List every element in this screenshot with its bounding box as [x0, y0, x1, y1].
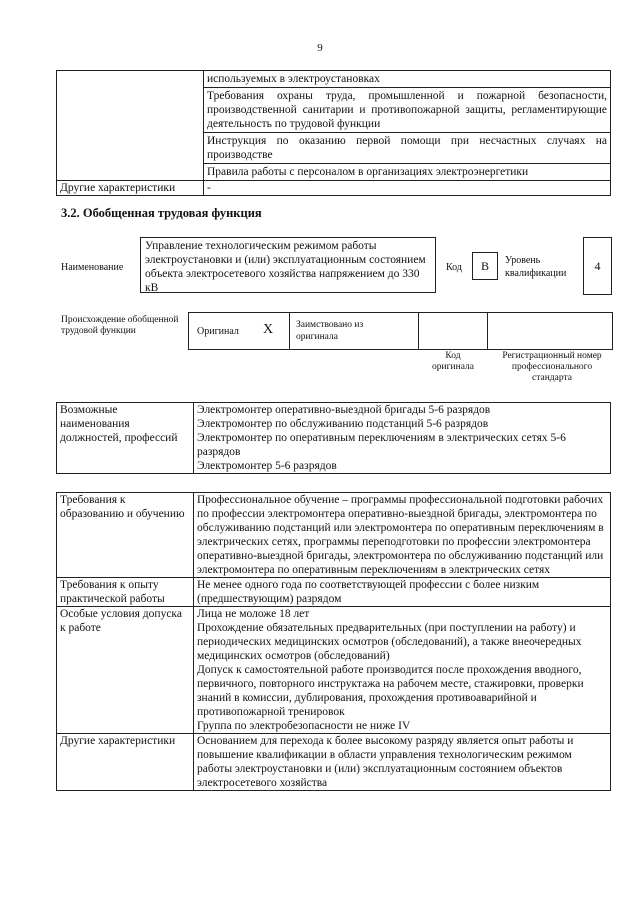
position-item: Электромонтер по оперативным переключениям в электрических сетях 5-6 разрядов — [197, 432, 566, 458]
name-label: Наименование — [61, 262, 124, 273]
experience-value: Не менее одного года по соответствующей профессии с более низким (предшествующим) разрядом — [194, 578, 611, 607]
borrowed-label: Заимствовано из оригинала — [296, 320, 364, 342]
knowledge-row: используемых в электроустановках — [204, 71, 610, 88]
position-item: Электромонтер по обслуживанию подстанций 5-6 разрядов — [197, 418, 489, 430]
origin-code-caption: Код оригинала — [432, 351, 474, 372]
knowledge-values-cell — [204, 71, 611, 181]
knowledge-table — [56, 70, 611, 196]
admission-label: Особые условия допуска к работе — [57, 607, 194, 734]
original-box — [188, 312, 290, 350]
other-value: Основанием для перехода к более высокому разряду является опыт работы и повышение квалификации в области управления технологическим режимом работы электроустановки и (или) эксплуатационным состоянием объектов электросетевого хозяйства — [194, 734, 611, 791]
knowledge-row: Инструкция по оказанию первой помощи при несчастных случаях на производстве — [204, 133, 610, 164]
origin-label: Происхождение обобщенной трудовой функции — [61, 315, 179, 336]
knowledge-row: Правила работы с персоналом в организациях электроэнергетики — [207, 166, 529, 178]
section-title: 3.2. Обобщенная трудовая функция — [61, 206, 262, 220]
admission-values — [194, 607, 611, 734]
page-number: 9 — [317, 42, 323, 54]
position-item: Электромонтер 5-6 разрядов — [197, 460, 337, 472]
education-value: Профессиональное обучение – программы профессиональной подготовки рабочих по профессии электромонтера оперативно-выездной бригады, электромонтера по обслуживанию подстанций или электромонтера по оперативным переключениям в электрических сетях, программы переподготовки по профессии электромонтера оперативно-выездной бригады, электромонтера по обслуживанию подстанций или электромонтера по оперативным переключениям в электрических сетях — [194, 493, 611, 578]
other-characteristics-label: Другие характеристики — [57, 181, 204, 196]
positions-values — [194, 403, 611, 474]
admission-item: Допуск к самостоятельной работе производится после прохождения вводного, первичного, повторного инструктажа на рабочем месте, стажировки, проверки знаний в комиссии, дублирования, прохождения противоаварийной и противопожарной тренировок — [197, 664, 584, 718]
level-label: Уровень квалификации — [505, 255, 567, 279]
knowledge-row: Требования охраны труда, промышленной и пожарной безопасности, производственной санитарии и противопожарной защиты, регламентирующие деятельность по трудовой функции — [204, 88, 610, 133]
knowledge-label-cell — [57, 71, 204, 181]
positions-label: Возможные наименования должностей, профессий — [57, 403, 194, 474]
education-label: Требования к образованию и обучению — [57, 493, 194, 578]
reg-number-caption: Регистрационный номер профессионального стандарта — [502, 351, 602, 383]
other-characteristics-value: - — [204, 181, 611, 196]
experience-label: Требования к опыту практической работы — [57, 578, 194, 607]
positions-table — [56, 402, 611, 474]
code-label: Код — [446, 262, 462, 273]
other-label: Другие характеристики — [57, 734, 194, 791]
level-value: 4 — [583, 237, 612, 295]
admission-item: Прохождение обязательных предварительных (при поступлении на работу) и периодических медицинских осмотров (обследований), а также внеочередных медицинских осмотров (обследований) — [197, 622, 582, 662]
admission-item: Группа по электробезопасности не ниже IV — [197, 720, 411, 732]
origin-code-box — [418, 312, 488, 350]
requirements-table — [56, 492, 611, 791]
code-value: В — [472, 252, 498, 280]
borrowed-box — [289, 312, 419, 350]
name-value: Управление технологическим режимом работы электроустановки и (или) эксплуатационным состоянием объекта электросетевого хозяйства напряжением до 330 кВ — [140, 237, 436, 293]
original-label: Оригинал — [197, 326, 239, 337]
original-mark: X — [263, 322, 274, 337]
admission-item: Лица не моложе 18 лет — [197, 608, 310, 620]
reg-number-box — [487, 312, 613, 350]
position-item: Электромонтер оперативно-выездной бригады 5-6 разрядов — [197, 404, 491, 416]
